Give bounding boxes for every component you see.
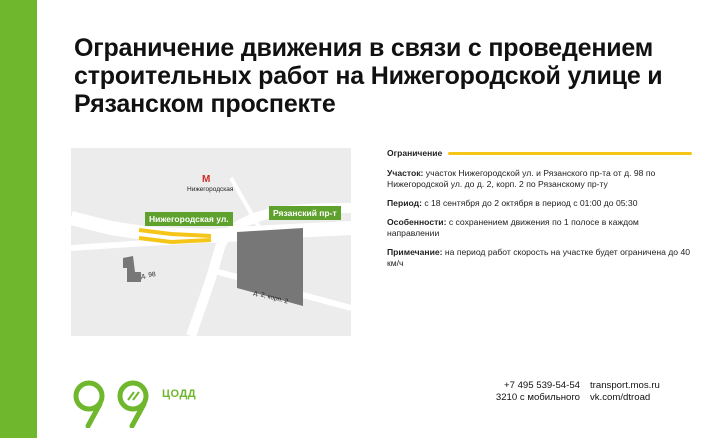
phone-contacts — [470, 380, 580, 404]
street-label-ryazansky: Рязанский пр-т — [269, 206, 341, 220]
restriction-info — [387, 148, 692, 277]
phone-number[interactable]: +7 495 539-54-54 — [503, 380, 580, 391]
green-side-bar — [0, 0, 37, 438]
page-title: Ограничение движения в связи с проведением строительных работ на Нижегородской улице и Рязанском проспекте — [74, 34, 663, 118]
info-item-section: Участок: участок Нижегородской ул. и Рязанского пр-та от д. 98 по Нижегородской ул. до д. 2, корп. 2 по Рязанскому пр-ту — [387, 168, 656, 189]
info-item-note: Примечание: на период работ скорость на участке будет ограничена до 40 км/ч — [387, 247, 691, 268]
info-item-period: Период: с 18 сентября до 2 октября в период с 01:00 до 05:30 — [387, 198, 638, 208]
metro-label: Нижегородская — [187, 186, 234, 193]
yellow-divider — [448, 152, 692, 155]
site-link[interactable]: transport.mos.ru — [590, 380, 660, 391]
section-header — [387, 148, 692, 159]
building-label-98: д. 98 — [140, 271, 157, 280]
codd-logo-icon — [70, 378, 158, 428]
metro-icon: M — [202, 174, 211, 185]
street-label-nizhegorodskaya: Нижегородская ул. — [145, 212, 233, 226]
building-label-2-2: д. 2, корп. 2 — [252, 289, 289, 306]
web-contacts — [590, 380, 700, 404]
map-graphic — [71, 148, 351, 336]
vk-link[interactable]: vk.com/dtroad — [590, 392, 651, 403]
map — [71, 148, 351, 336]
info-item-features: Особенности: с сохранением движения по 1 полосе в каждом направлении — [387, 217, 639, 238]
short-number: 3210 с мобильного — [495, 392, 580, 403]
logo-text: ЦОДД — [162, 388, 197, 400]
small-building — [123, 256, 141, 282]
section-title: Ограничение — [387, 148, 443, 158]
